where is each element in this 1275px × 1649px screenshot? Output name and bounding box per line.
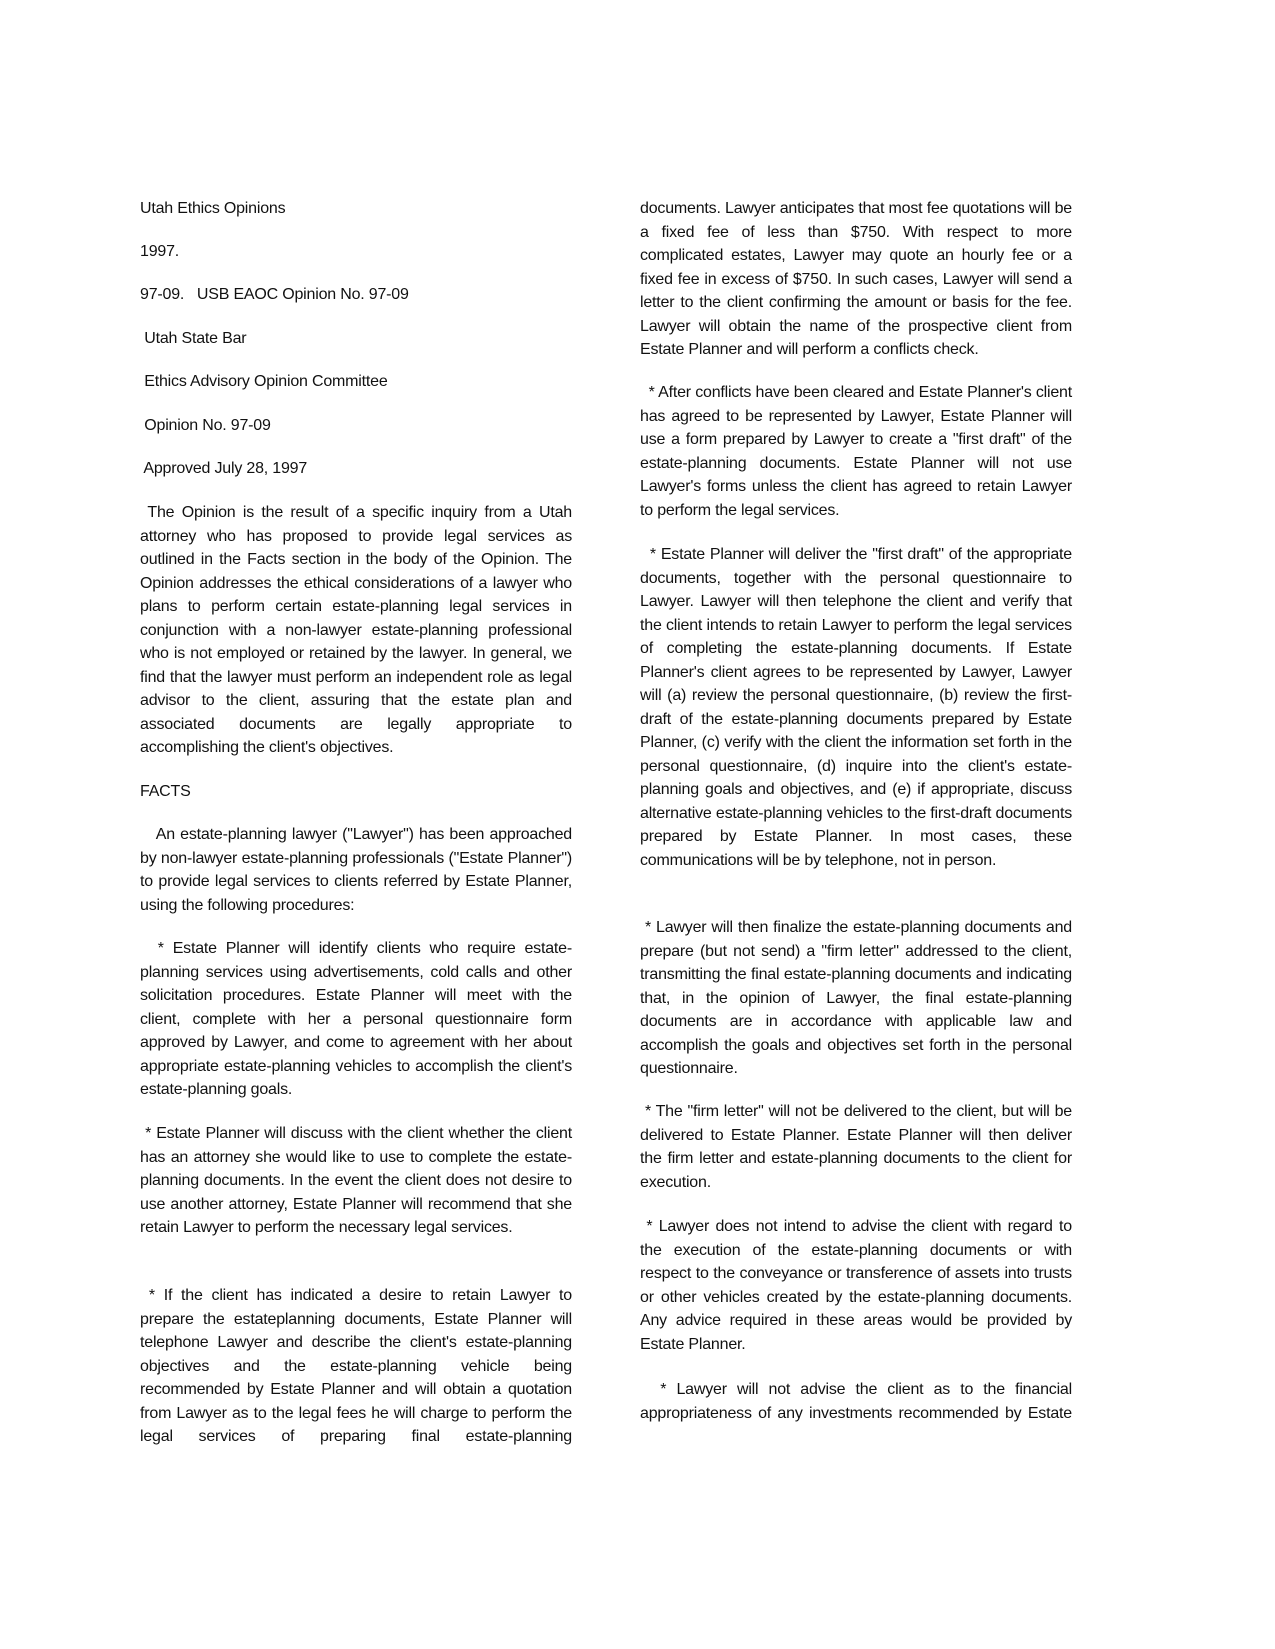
- committee: Ethics Advisory Opinion Committee: [140, 373, 388, 390]
- paragraph: * Lawyer will not advise the client as to the financial appropriateness of any investments recommended by Estate: [640, 1381, 1077, 1422]
- paragraph: * The "firm letter" will not be delivered to the client, but will be delivered to Estate Planner. Estate Planner will then deliver the firm letter and estate-planning documents to the client for execution.: [640, 1103, 1077, 1191]
- collection-title: Utah Ethics Opinions: [140, 200, 286, 217]
- paragraph: * Estate Planner will discuss with the client whether the client has an attorney she would like to use to complete the estate-planning documents. In the event the client does not desire to use another attorney, Estate Planner will recommend that she retain Lawyer to perform the necessary legal services.: [140, 1125, 577, 1236]
- organization: Utah State Bar: [140, 330, 247, 347]
- paragraph: * Estate Planner will deliver the "first draft" of the appropriate documents, together with the personal questionnaire to Lawyer. Lawyer will then telephone the client and verify that the client intends to retain Lawyer to perform the legal services of completing the estate-planning documents. If Estate Planner's client agrees to be represented by Lawyer, Lawyer will (a) review the personal questionnaire, (b) review the first-draft of the estate-planning documents prepared by Estate Planner, (c) verify with the client the information set forth in the personal questionnaire, (d) inquire into the client's estate-planning goals and objectives, and (e) if appropriate, discuss alternative estate-planning vehicles to the first-draft documents prepared by Estate Planner. In most cases, these communications will be by telephone, not in person.: [640, 546, 1077, 869]
- opinion-reference: 97-09. USB EAOC Opinion No. 97-09: [140, 286, 409, 303]
- paragraph: * Lawyer does not intend to advise the client with regard to the execution of the estate-planning documents or with respect to the conveyance or transference of assets into trusts or other vehicles created by the estate-planning documents. Any advice required in these areas would be provided by Estate Planner.: [640, 1218, 1077, 1353]
- paragraph: * Lawyer will then finalize the estate-planning documents and prepare (but not send) a "firm letter" addressed to the client, transmitting the final estate-planning documents and indicating that, in the opinion of Lawyer, the final estate-planning documents are in accordance with applicable law and accomplish the goals and objectives set forth in the personal questionnaire.: [640, 919, 1077, 1077]
- paragraph: * After conflicts have been cleared and Estate Planner's client has agreed to be represented by Lawyer, Estate Planner will use a form prepared by Lawyer to create a "first draft" of the estate-planning documents. Estate Planner will not use Lawyer's forms unless the client has agreed to retain Lawyer to perform the legal services.: [640, 384, 1077, 519]
- year: 1997.: [140, 243, 180, 260]
- opinion-number: Opinion No. 97-09: [140, 417, 271, 434]
- facts-heading: FACTS: [140, 783, 191, 800]
- approval-date: Approved July 28, 1997: [140, 460, 308, 477]
- paragraph: documents. Lawyer anticipates that most fee quotations will be a fixed fee of less than $750. With respect to more complicated estates, Lawyer may quote an hourly fee or a fixed fee in excess of $750. In such cases, Lawyer will send a letter to the client confirming the amount or basis for the fee. Lawyer will obtain the name of the prospective client from Estate Planner and will perform a conflicts check.: [640, 200, 1077, 358]
- paragraph: * Estate Planner will identify clients who require estate-planning services using advertisements, cold calls and other solicitation procedures. Estate Planner will meet with the client, complete with her a personal questionnaire form approved by Lawyer, and come to agreement with her about appropriate estate-planning vehicles to accomplish the client's estate-planning goals.: [140, 940, 577, 1098]
- paragraph: An estate-planning lawyer ("Lawyer") has been approached by non-lawyer estate-planning professionals ("Estate Planner") to provide legal services to clients referred by Estate Planner, using the following procedures:: [140, 826, 577, 914]
- intro-paragraph: The Opinion is the result of a specific inquiry from a Utah attorney who has proposed to provide legal services as outlined in the Facts section in the body of the Opinion. The Opinion addresses the ethical considerations of a lawyer who plans to perform certain estate-planning legal services in conjunction with a non-lawyer estate-planning professional who is not employed or retained by the lawyer. In general, we find that the lawyer must perform an independent role as legal advisor to the client, assuring that the estate plan and associated documents are legally appropriate to accomplishing the client's objectives.: [140, 504, 577, 756]
- paragraph: * If the client has indicated a desire to retain Lawyer to prepare the estateplanning documents, Estate Planner will telephone Lawyer and describe the client's estate-planning objectives and the estate-planning vehicle being recommended by Estate Planner and will obtain a quotation from Lawyer as to the legal fees he will charge to perform the legal services of preparing final estate-planning: [140, 1287, 577, 1445]
